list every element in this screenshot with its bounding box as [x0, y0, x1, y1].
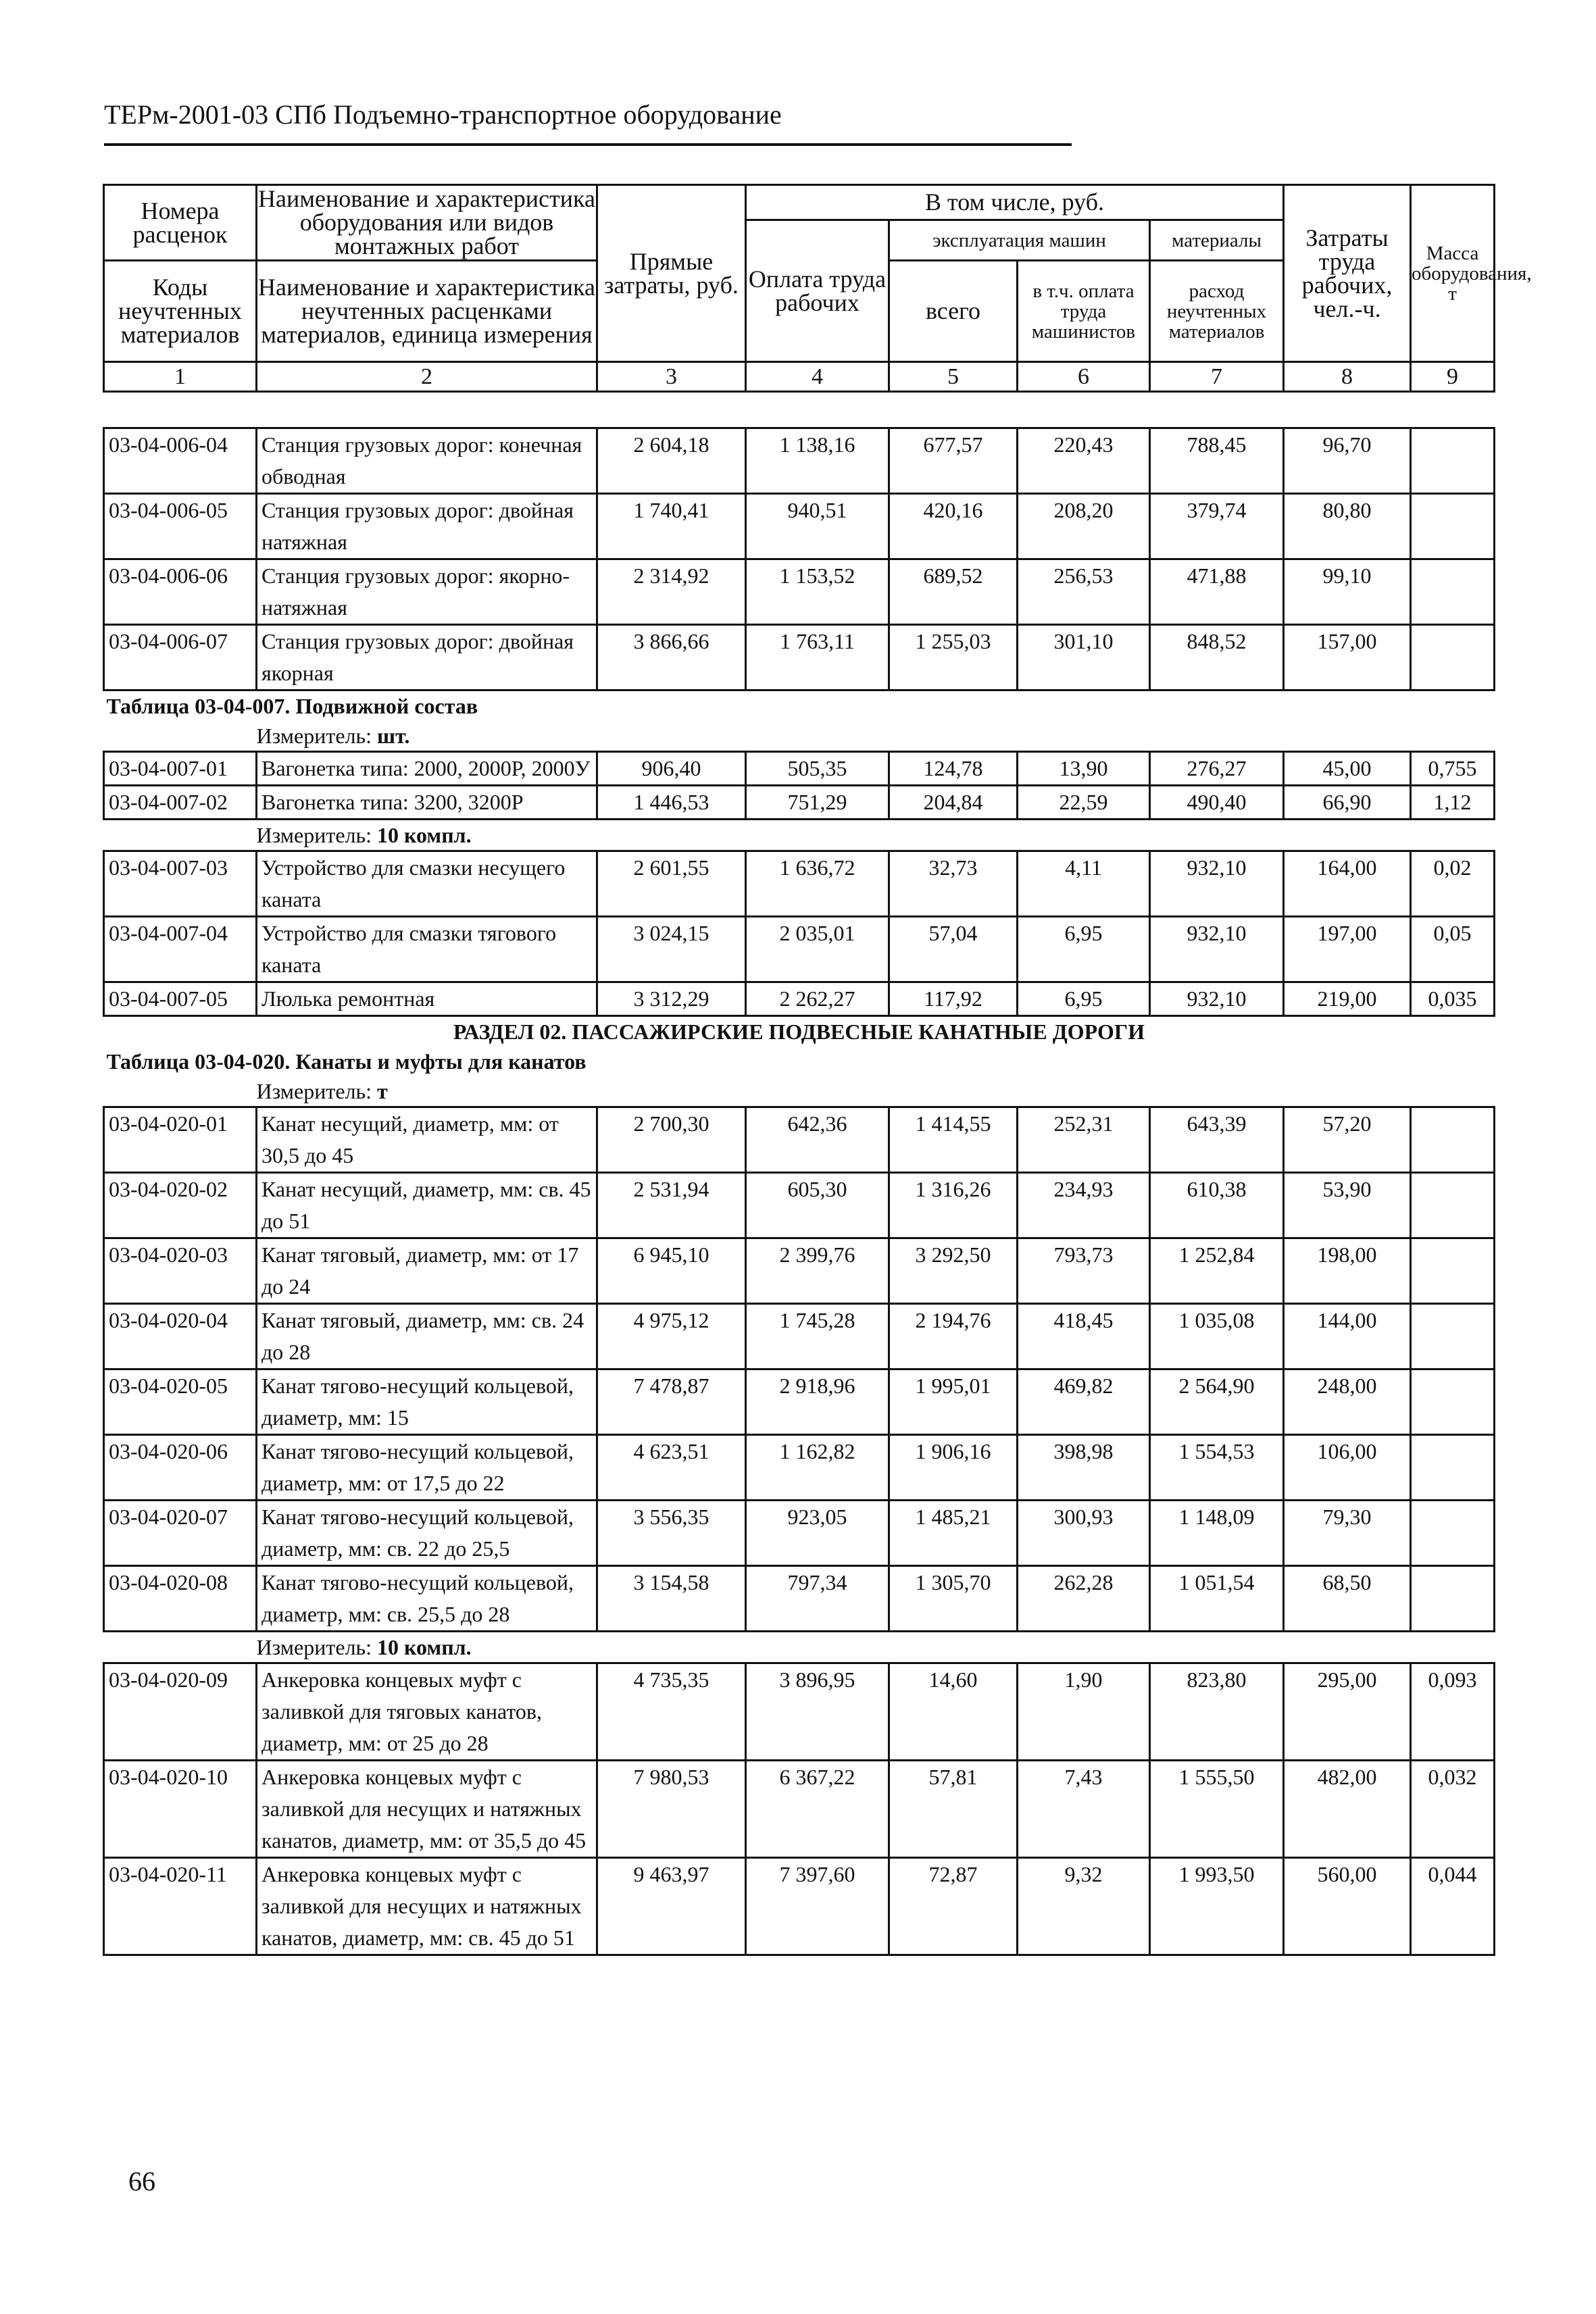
value-cell: 751,29 [746, 786, 889, 820]
value-cell [1411, 1566, 1495, 1632]
value-cell: 689,52 [889, 559, 1018, 625]
column-number: 2 [257, 362, 597, 392]
value-cell: 2 531,94 [597, 1173, 746, 1238]
value-cell: 256,53 [1018, 559, 1150, 625]
value-cell: 1 414,55 [889, 1107, 1018, 1173]
rate-code: 03-04-020-03 [104, 1238, 257, 1304]
unit-label: Измеритель: [256, 724, 378, 748]
col2-top-header: Наименование и характеристика оборудования или видов монтажных работ [257, 185, 597, 261]
value-cell: 57,20 [1284, 1107, 1411, 1173]
value-cell: 99,10 [1284, 559, 1411, 625]
value-cell: 1 745,28 [746, 1304, 889, 1369]
value-cell: 79,30 [1284, 1501, 1411, 1566]
unit-of-measure [104, 721, 1495, 752]
work-name: Канат тягово-несущий кольцевой, диаметр, мм: св. 22 до 25,5 [257, 1501, 597, 1566]
work-name: Канат несущий, диаметр, мм: св. 45 до 51 [257, 1173, 597, 1238]
rate-code: 03-04-007-01 [104, 752, 257, 786]
value-cell: 68,50 [1284, 1566, 1411, 1632]
rate-code: 03-04-020-06 [104, 1435, 257, 1501]
work-name: Канат тягово-несущий кольцевой, диаметр, мм: 15 [257, 1369, 597, 1435]
value-cell: 3 154,58 [597, 1566, 746, 1632]
column-number: 6 [1018, 362, 1150, 392]
value-cell: 276,27 [1150, 752, 1284, 786]
table-row [104, 786, 1495, 820]
work-name: Люлька ремонтная [257, 982, 597, 1016]
value-cell: 1 162,82 [746, 1435, 889, 1501]
value-cell: 3 556,35 [597, 1501, 746, 1566]
rate-code: 03-04-006-06 [104, 559, 257, 625]
unit-value: т [377, 1079, 388, 1103]
value-cell: 0,044 [1411, 1858, 1495, 1955]
value-cell: 0,05 [1411, 917, 1495, 982]
value-cell [1411, 428, 1495, 494]
value-cell: 7 397,60 [746, 1858, 889, 1955]
table-caption: Таблица 03-04-020. Канаты и муфты для канатов [106, 1049, 587, 1074]
document-title: ТЕРм-2001-03 СПб Подъемно-транспортное оборудование [104, 99, 782, 130]
value-cell: 490,40 [1150, 786, 1284, 820]
column-number: 4 [746, 362, 889, 392]
value-cell: 1,90 [1018, 1663, 1150, 1761]
value-cell: 848,52 [1150, 625, 1284, 690]
value-cell: 7,43 [1018, 1761, 1150, 1858]
table-row [104, 494, 1495, 559]
section-heading: РАЗДЕЛ 02. ПАССАЖИРСКИЕ ПОДВЕСНЫЕ КАНАТНЫЕ ДОРОГИ [453, 1020, 1145, 1044]
work-name: Канат тяговый, диаметр, мм: от 17 до 24 [257, 1238, 597, 1304]
value-cell: 610,38 [1150, 1173, 1284, 1238]
equipment-mass-header: Масса оборудования, т [1411, 185, 1495, 362]
value-cell: 1 153,52 [746, 559, 889, 625]
value-cell: 9 463,97 [597, 1858, 746, 1955]
value-cell: 7 980,53 [597, 1761, 746, 1858]
work-name: Станция грузовых дорог: двойная натяжная [257, 494, 597, 559]
value-cell: 932,10 [1150, 982, 1284, 1016]
value-cell: 262,28 [1018, 1566, 1150, 1632]
value-cell: 471,88 [1150, 559, 1284, 625]
value-cell: 45,00 [1284, 752, 1411, 786]
value-cell: 1 906,16 [889, 1435, 1018, 1501]
value-cell: 0,02 [1411, 851, 1495, 917]
rate-code: 03-04-020-11 [104, 1858, 257, 1955]
machinist-wages-header: в т.ч. оплата труда машинистов [1018, 261, 1150, 362]
value-cell [1411, 1107, 1495, 1173]
value-cell: 66,90 [1284, 786, 1411, 820]
value-cell: 379,74 [1150, 494, 1284, 559]
rate-code: 03-04-020-10 [104, 1761, 257, 1858]
column-number: 1 [104, 362, 257, 392]
value-cell: 505,35 [746, 752, 889, 786]
value-cell: 57,04 [889, 917, 1018, 982]
work-name: Анкеровка концевых муфт с заливкой для тяговых канатов, диаметр, мм: от 25 до 28 [257, 1663, 597, 1761]
value-cell: 923,05 [746, 1501, 889, 1566]
table-row [104, 1107, 1495, 1173]
value-cell: 3 024,15 [597, 917, 746, 982]
rate-code: 03-04-007-04 [104, 917, 257, 982]
value-cell: 2 700,30 [597, 1107, 746, 1173]
value-cell: 2 918,96 [746, 1369, 889, 1435]
work-name: Канат тягово-несущий кольцевой, диаметр, мм: от 17,5 до 22 [257, 1435, 597, 1501]
value-cell: 106,00 [1284, 1435, 1411, 1501]
table-row [104, 1435, 1495, 1501]
value-cell: 1 138,16 [746, 428, 889, 494]
value-cell: 6 945,10 [597, 1238, 746, 1304]
wages-header: Оплата труда рабочих [746, 220, 889, 362]
value-cell: 117,92 [889, 982, 1018, 1016]
table-row [104, 917, 1495, 982]
value-cell: 164,00 [1284, 851, 1411, 917]
work-name: Станция грузовых дорог: конечная обводная [257, 428, 597, 494]
value-cell: 469,82 [1018, 1369, 1150, 1435]
work-name: Устройство для смазки тягового каната [257, 917, 597, 982]
table-row [104, 752, 1495, 786]
value-cell: 2 314,92 [597, 559, 746, 625]
value-cell: 2 262,27 [746, 982, 889, 1016]
value-cell: 0,032 [1411, 1761, 1495, 1858]
value-cell: 198,00 [1284, 1238, 1411, 1304]
value-cell: 2 564,90 [1150, 1369, 1284, 1435]
value-cell: 1 763,11 [746, 625, 889, 690]
value-cell: 144,00 [1284, 1304, 1411, 1369]
value-cell: 32,73 [889, 851, 1018, 917]
value-cell [1411, 1501, 1495, 1566]
value-cell [1411, 1173, 1495, 1238]
rate-code: 03-04-020-08 [104, 1566, 257, 1632]
value-cell [1411, 494, 1495, 559]
value-cell: 248,00 [1284, 1369, 1411, 1435]
value-cell: 2 399,76 [746, 1238, 889, 1304]
value-cell: 1 035,08 [1150, 1304, 1284, 1369]
value-cell [1411, 1304, 1495, 1369]
value-cell: 53,90 [1284, 1173, 1411, 1238]
value-cell [1411, 1369, 1495, 1435]
col1-top-header: Номера расценок [104, 185, 257, 261]
table-caption: Таблица 03-04-007. Подвижной состав [106, 694, 478, 718]
col1-bottom-header: Коды неучтенных материалов [104, 261, 257, 362]
value-cell: 197,00 [1284, 917, 1411, 982]
rate-code: 03-04-020-01 [104, 1107, 257, 1173]
value-cell: 1 995,01 [889, 1369, 1018, 1435]
value-cell: 96,70 [1284, 428, 1411, 494]
rate-code: 03-04-006-05 [104, 494, 257, 559]
machines-header: эксплуатация машин [889, 220, 1150, 261]
table-row [104, 559, 1495, 625]
work-name: Устройство для смазки несущего каната [257, 851, 597, 917]
table-row [104, 982, 1495, 1016]
unit-label: Измеритель: [256, 1079, 378, 1103]
value-cell: 220,43 [1018, 428, 1150, 494]
value-cell: 234,93 [1018, 1173, 1150, 1238]
value-cell: 3 312,29 [597, 982, 746, 1016]
column-header-table [103, 184, 1532, 393]
labor-hours-header: Затраты труда рабочих, чел.-ч. [1284, 185, 1411, 362]
value-cell: 1 446,53 [597, 786, 746, 820]
value-cell: 300,93 [1018, 1501, 1150, 1566]
value-cell: 6 367,22 [746, 1761, 889, 1858]
value-cell: 0,755 [1411, 752, 1495, 786]
value-cell: 1 316,26 [889, 1173, 1018, 1238]
work-name: Вагонетка типа: 2000, 2000Р, 2000У [257, 752, 597, 786]
value-cell: 677,57 [889, 428, 1018, 494]
table-row [104, 1501, 1495, 1566]
value-cell: 219,00 [1284, 982, 1411, 1016]
rate-code: 03-04-007-05 [104, 982, 257, 1016]
value-cell: 4 623,51 [597, 1435, 746, 1501]
value-cell: 4 735,35 [597, 1663, 746, 1761]
value-cell: 0,093 [1411, 1663, 1495, 1761]
value-cell [1411, 1435, 1495, 1501]
unit-value: 10 компл. [377, 823, 472, 847]
value-cell: 22,59 [1018, 786, 1150, 820]
including-header: В том числе, руб. [746, 185, 1284, 220]
value-cell: 1 305,70 [889, 1566, 1018, 1632]
value-cell: 793,73 [1018, 1238, 1150, 1304]
value-cell: 13,90 [1018, 752, 1150, 786]
value-cell: 940,51 [746, 494, 889, 559]
value-cell: 80,80 [1284, 494, 1411, 559]
title-rule [104, 143, 1072, 146]
value-cell: 560,00 [1284, 1858, 1411, 1955]
value-cell: 1 554,53 [1150, 1435, 1284, 1501]
value-cell: 295,00 [1284, 1663, 1411, 1761]
value-cell: 14,60 [889, 1663, 1018, 1761]
col2-bottom-header: Наименование и характеристика неучтенных расценками материалов, единица измерения [257, 261, 597, 362]
unit-of-measure [104, 1632, 1495, 1663]
table-row [104, 1761, 1495, 1858]
value-cell: 420,16 [889, 494, 1018, 559]
value-cell: 1 148,09 [1150, 1501, 1284, 1566]
rate-code: 03-04-006-07 [104, 625, 257, 690]
unit-value: шт. [377, 724, 410, 748]
value-cell: 1 051,54 [1150, 1566, 1284, 1632]
unit-label: Измеритель: [256, 1635, 378, 1659]
value-cell: 605,30 [746, 1173, 889, 1238]
rate-code: 03-04-020-07 [104, 1501, 257, 1566]
value-cell: 1 993,50 [1150, 1858, 1284, 1955]
value-cell: 7 478,87 [597, 1369, 746, 1435]
unit-of-measure [104, 1076, 1495, 1107]
value-cell: 1 555,50 [1150, 1761, 1284, 1858]
work-name: Анкеровка концевых муфт с заливкой для несущих и натяжных канатов, диаметр, мм: от 35,5 до 45 [257, 1761, 597, 1858]
value-cell: 1,12 [1411, 786, 1495, 820]
work-name: Станция грузовых дорог: двойная якорная [257, 625, 597, 690]
value-cell: 788,45 [1150, 428, 1284, 494]
table-row [104, 1173, 1495, 1238]
value-cell: 6,95 [1018, 917, 1150, 982]
unit-of-measure [104, 820, 1495, 851]
direct-costs-header: Прямые затраты, руб. [597, 185, 746, 362]
value-cell: 2 035,01 [746, 917, 889, 982]
value-cell: 932,10 [1150, 851, 1284, 917]
value-cell: 418,45 [1018, 1304, 1150, 1369]
value-cell: 124,78 [889, 752, 1018, 786]
rate-code: 03-04-020-02 [104, 1173, 257, 1238]
rate-code: 03-04-007-02 [104, 786, 257, 820]
column-number: 3 [597, 362, 746, 392]
value-cell: 157,00 [1284, 625, 1411, 690]
unaccounted-materials-header: расход неучтенных материалов [1150, 261, 1284, 362]
unit-label: Измеритель: [256, 823, 378, 847]
value-cell: 823,80 [1150, 1663, 1284, 1761]
rates-table [103, 427, 1495, 1956]
table-row [104, 1858, 1495, 1955]
work-name: Канат несущий, диаметр, мм: от 30,5 до 45 [257, 1107, 597, 1173]
column-number: 8 [1284, 362, 1411, 392]
value-cell: 2 604,18 [597, 428, 746, 494]
machines-total-header: всего [889, 261, 1018, 362]
value-cell [1411, 559, 1495, 625]
rate-code: 03-04-006-04 [104, 428, 257, 494]
value-cell [1411, 625, 1495, 690]
value-cell: 204,84 [889, 786, 1018, 820]
value-cell: 2 194,76 [889, 1304, 1018, 1369]
page-number: 66 [128, 2166, 155, 2196]
table-row [104, 1663, 1495, 1761]
value-cell: 6,95 [1018, 982, 1150, 1016]
work-name: Канат тягово-несущий кольцевой, диаметр, мм: св. 25,5 до 28 [257, 1566, 597, 1632]
value-cell: 3 896,95 [746, 1663, 889, 1761]
work-name: Канат тяговый, диаметр, мм: св. 24 до 28 [257, 1304, 597, 1369]
table-row [104, 625, 1495, 690]
value-cell: 1 636,72 [746, 851, 889, 917]
value-cell: 3 292,50 [889, 1238, 1018, 1304]
value-cell: 643,39 [1150, 1107, 1284, 1173]
work-name: Вагонетка типа: 3200, 3200Р [257, 786, 597, 820]
value-cell: 0,035 [1411, 982, 1495, 1016]
column-number: 7 [1150, 362, 1284, 392]
value-cell: 9,32 [1018, 1858, 1150, 1955]
value-cell: 252,31 [1018, 1107, 1150, 1173]
value-cell: 1 255,03 [889, 625, 1018, 690]
value-cell: 301,10 [1018, 625, 1150, 690]
value-cell: 1 740,41 [597, 494, 746, 559]
value-cell: 3 866,66 [597, 625, 746, 690]
table-row [104, 1304, 1495, 1369]
value-cell: 482,00 [1284, 1761, 1411, 1858]
work-name: Анкеровка концевых муфт с заливкой для несущих и натяжных канатов, диаметр, мм: св. 45 до 51 [257, 1858, 597, 1955]
value-cell: 1 252,84 [1150, 1238, 1284, 1304]
rate-code: 03-04-020-04 [104, 1304, 257, 1369]
value-cell: 72,87 [889, 1858, 1018, 1955]
table-row [104, 428, 1495, 494]
rate-code: 03-04-007-03 [104, 851, 257, 917]
column-number: 5 [889, 362, 1018, 392]
value-cell [1411, 1238, 1495, 1304]
value-cell: 642,36 [746, 1107, 889, 1173]
rate-code: 03-04-020-09 [104, 1663, 257, 1761]
value-cell: 1 485,21 [889, 1501, 1018, 1566]
table-row [104, 851, 1495, 917]
value-cell: 208,20 [1018, 494, 1150, 559]
work-name: Станция грузовых дорог: якорно-натяжная [257, 559, 597, 625]
value-cell: 4,11 [1018, 851, 1150, 917]
materials-header: материалы [1150, 220, 1284, 261]
value-cell: 906,40 [597, 752, 746, 786]
value-cell: 398,98 [1018, 1435, 1150, 1501]
value-cell: 932,10 [1150, 917, 1284, 982]
table-row [104, 1566, 1495, 1632]
table-row [104, 1369, 1495, 1435]
value-cell: 797,34 [746, 1566, 889, 1632]
value-cell: 2 601,55 [597, 851, 746, 917]
value-cell: 4 975,12 [597, 1304, 746, 1369]
unit-value: 10 компл. [377, 1635, 472, 1659]
value-cell: 57,81 [889, 1761, 1018, 1858]
rate-code: 03-04-020-05 [104, 1369, 257, 1435]
column-number: 9 [1411, 362, 1495, 392]
table-row [104, 1238, 1495, 1304]
